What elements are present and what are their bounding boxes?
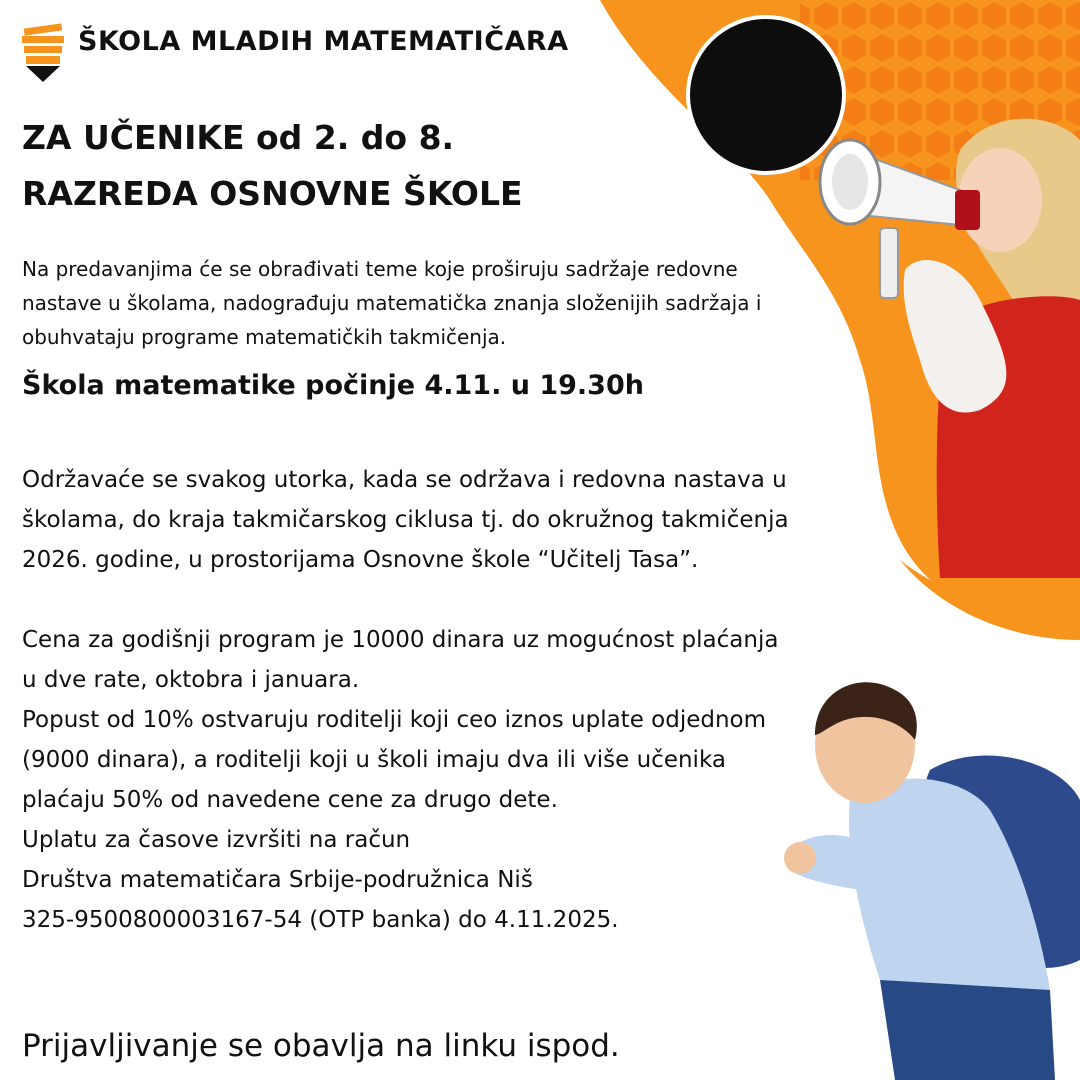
pricing-line: u dve rate, oktobra i januara.	[22, 667, 360, 693]
intro-line: Na predavanjima će se obrađivati teme koje proširuju sadržaje redovne	[22, 257, 738, 281]
schedule-line: školama, do kraja takmičarskog ciklusa tj. do okružnog takmičenja	[22, 507, 789, 533]
pricing-line: Društva matematičara Srbije-podružnica Niš	[22, 867, 533, 893]
pricing-line: plaćaju 50% od navedene cene za drugo dete.	[22, 787, 558, 813]
start-announcement: Škola matematike počinje 4.11. u 19.30h	[22, 370, 644, 401]
intro-line: nastave u školama, nadograđuju matematička znanja složenijih sadržaja i	[22, 291, 762, 315]
pricing-line: (9000 dinara), a roditelji koji u školi imaju dva ili više učenika	[22, 747, 726, 773]
pricing-line: Cena za godišnji program je 10000 dinara uz mogućnost plaćanja	[22, 627, 779, 653]
pencil-books-icon	[20, 22, 66, 84]
details-block	[22, 460, 882, 940]
intro-paragraph	[22, 252, 842, 354]
spacer	[22, 580, 882, 620]
brand-name: ŠKOLA MLADIH MATEMATIČARA	[78, 26, 569, 57]
pricing-line: Uplatu za časove izvršiti na račun	[22, 827, 411, 853]
headline-line2: RAZREDA OSNOVNE ŠKOLE	[22, 174, 523, 213]
intro-line: obuhvataju programe matematičkih takmičenja.	[22, 325, 507, 349]
black-circle	[688, 17, 844, 173]
pricing-line: 325-9500800003167-54 (OTP banka) do 4.11.2025.	[22, 907, 619, 933]
headline	[22, 110, 523, 222]
headline-line1: ZA UČENIKE od 2. do 8.	[22, 118, 455, 157]
schedule-line: Održavaće se svakog utorka, kada se održava i redovna nastava u	[22, 467, 787, 493]
schedule-line: 2026. godine, u prostorijama Osnovne škole “Učitelj Tasa”.	[22, 547, 699, 573]
registration-note: Prijavljivanje se obavlja na linku ispod.	[22, 1028, 620, 1064]
pricing-line: Popust od 10% ostvaruju roditelji koji ceo iznos uplate odjednom	[22, 707, 767, 733]
